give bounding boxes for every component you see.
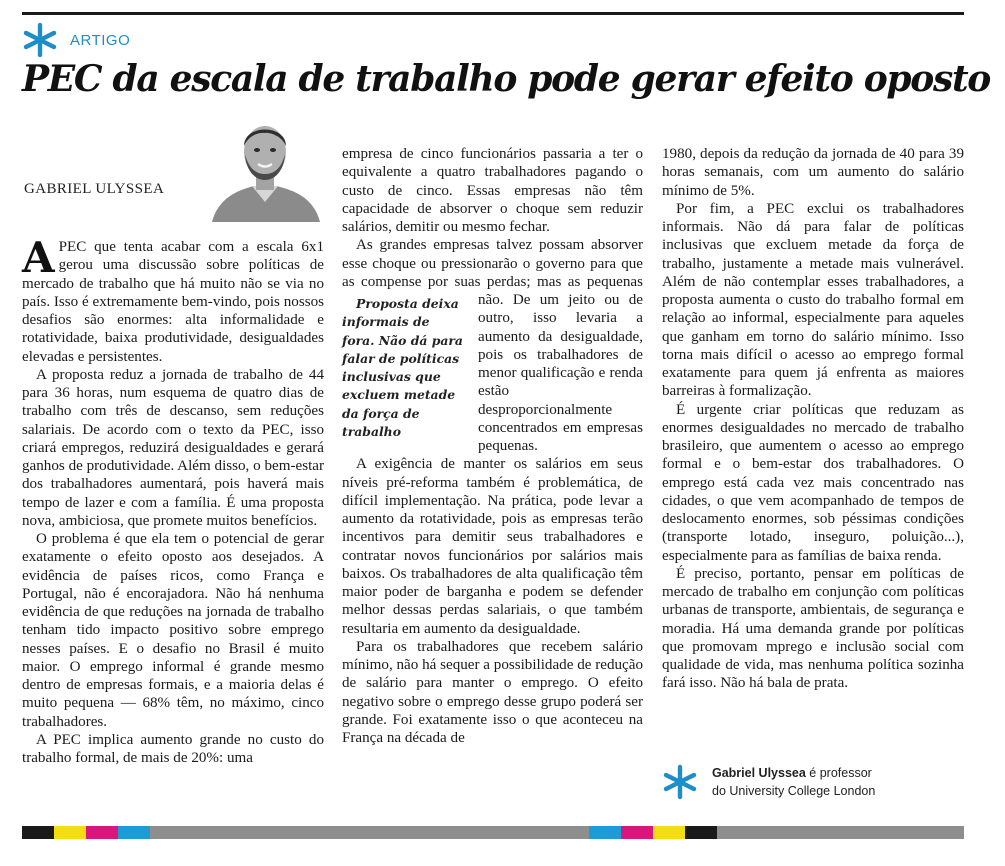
bio-affiliation: do University College London: [712, 784, 876, 798]
drop-cap: A: [22, 233, 55, 282]
color-swatch-cyan: [118, 826, 150, 839]
asterisk-icon: [22, 22, 58, 58]
column-2: [342, 145, 643, 747]
pull-quote: Proposta deixa informais de fora. Não dá para falar de políticas inclusivas que excluem metade da força de trabalho: [342, 296, 463, 439]
color-swatch-cyan: [589, 826, 621, 839]
paragraph: A exigência de manter os salários em seus níveis pré-reforma também é problemática, de difícil implementação. Na prática, pode levar a aumento da rotatividade, pois as empresas terão incentivos para demitir seus trabalhadores e contratar novos funcionários por salários mais baixos. Os trabalhadores de alta qualificação têm maior poder de barganha e podem se defender melhor dessas perdas salariais, o que também resultaria em aumento da desigualdade.: [342, 456, 643, 637]
author-bio: [662, 764, 875, 800]
paragraph: empresa de cinco funcionários passaria a ter o equivalente a quatro trabalhadores pagando o custo de cinco. Essas empresas não têm capacidade de absorver o choque sem reduzir salários, demitir ou mesmo fechar.: [342, 146, 643, 235]
paragraph: A proposta reduz a jornada de trabalho de 44 para 36 horas, num esquema de quatro dias de trabalho com três de descanso, sem reduções salariais. De acordo com o texto da PEC, isso criará empregos, reduzirá desigualdades e gerará ganhos de produtividade. Além disso, o bem-estar dos trabalhadores aumentará, pois haverá mais tempo de lazer e com a família. É uma proposta nova, ambiciosa, que promete muitos benefícios.: [22, 366, 324, 529]
section-label: ARTIGO: [70, 31, 131, 49]
paragraph: O problema é que ela tem o potencial de gerar exatamente o efeito oposto aos desejados. A evidência de países ricos, como França e Portugal, não é encorajadora. Não há nenhuma evidência de que reduções na jornada de trabalho tenham tido impacto positivo sobre emprego nesses países. E o desafio no Brasil é muito maior. O emprego informal é grande mesmo dentro de empresas formais, e a maioria delas é muito pequena — 68% têm, no máximo, cinco trabalhadores.: [22, 531, 324, 730]
asterisk-icon: [662, 764, 698, 800]
color-swatch-magenta: [86, 826, 118, 839]
bio-name: Gabriel Ulyssea: [712, 766, 806, 780]
color-swatch-magenta: [621, 826, 653, 839]
headline: PEC da escala de trabalho pode gerar efeito oposto: [22, 58, 991, 100]
top-rule: [22, 12, 964, 15]
paragraph: Para os trabalhadores que recebem salário mínimo, não há sequer a possibilidade de redução de salário para manter o emprego. O efeito negativo sobre o emprego desse grupo poderá ser grande. Foi exatamente isso o que aconteceu na França na década de: [342, 638, 643, 746]
color-swatch-black: [22, 826, 54, 839]
paragraph: Por fim, a PEC exclui os trabalhadores informais. Não dá para falar de políticas inclusivas que excluem metade da força de trabalho, justamente a metade mais vulnerável. Além de não contemplar esses trabalhadores, a proposta aumenta o custo do trabalho formal em relação ao informal, especialmente para aqueles que ganham em torno do salário mínimo. Isso torna mais difícil o acesso ao emprego formal exatamente para quem já enfrenta as maiores barreiras à formalização.: [662, 200, 964, 400]
column-3: [662, 145, 964, 693]
paragraph: As grandes empresas talvez possam absorver esse choque ou pressionarão o governo para que as compense por suas perdas; mas as pequenas não. Proposta deixa informais de fora. Não dá para falar de políticas inclusivas que excluem metade da força de trabalho De um jeito ou de outro, isso levaria a aumento da desigualdade, pois os trabalhadores de menor qualificação e renda estão desproporcionalmente concentrados em empresas pequenas.: [342, 237, 643, 454]
color-registration-bar: [22, 826, 964, 839]
byline: GABRIEL ULYSSEA: [24, 181, 165, 197]
color-swatch-yellow: [54, 826, 86, 839]
section-header: [22, 22, 130, 58]
author-photo: [208, 116, 322, 222]
paragraph: 1980, depois da redução da jornada de 40 para 39 horas semanais, com um aumento do salário mínimo de 5%.: [662, 146, 964, 199]
paragraph: É preciso, portanto, pensar em políticas de mercado de trabalho em conjunção com políticas urbanas de transporte, ambientais, de segurança e moradia. Há uma demanda grande por políticas que promovam mprego e inclusão social com qualidade de vida, mas nenhuma política sozinha fará isso. Não há bala de prata.: [662, 565, 964, 692]
color-swatch-yellow: [653, 826, 685, 839]
bio-role: é professor: [805, 766, 872, 780]
paragraph: A PEC implica aumento grande no custo do trabalho formal, de mais de 20%: uma: [22, 731, 324, 766]
color-swatch-black: [685, 826, 717, 839]
paragraph: APEC que tenta acabar com a escala 6x1 gerou uma discussão sobre políticas de mercado de trabalho que há muito não se via no país. Isso é extremamente bem-vindo, pois nossos desafios são enormes: alta informalidade e rotatividade, baixa produtividade, desigualdades elevadas e persistentes.: [22, 233, 324, 365]
column-1: [22, 233, 324, 767]
paragraph: É urgente criar políticas que reduzam as enormes desigualdades no mercado de trabalho brasileiro, que aumentem o acesso ao emprego formal e o bem-estar dos trabalhadores. O emprego está cada vez mais concentrado nas cidades, o que vem acompanhado de tempos de deslocamento enormes, sob péssimas condições (transporte lotado, inseguro, poluição...), especialmente para as famílias de baixa renda.: [662, 401, 964, 564]
